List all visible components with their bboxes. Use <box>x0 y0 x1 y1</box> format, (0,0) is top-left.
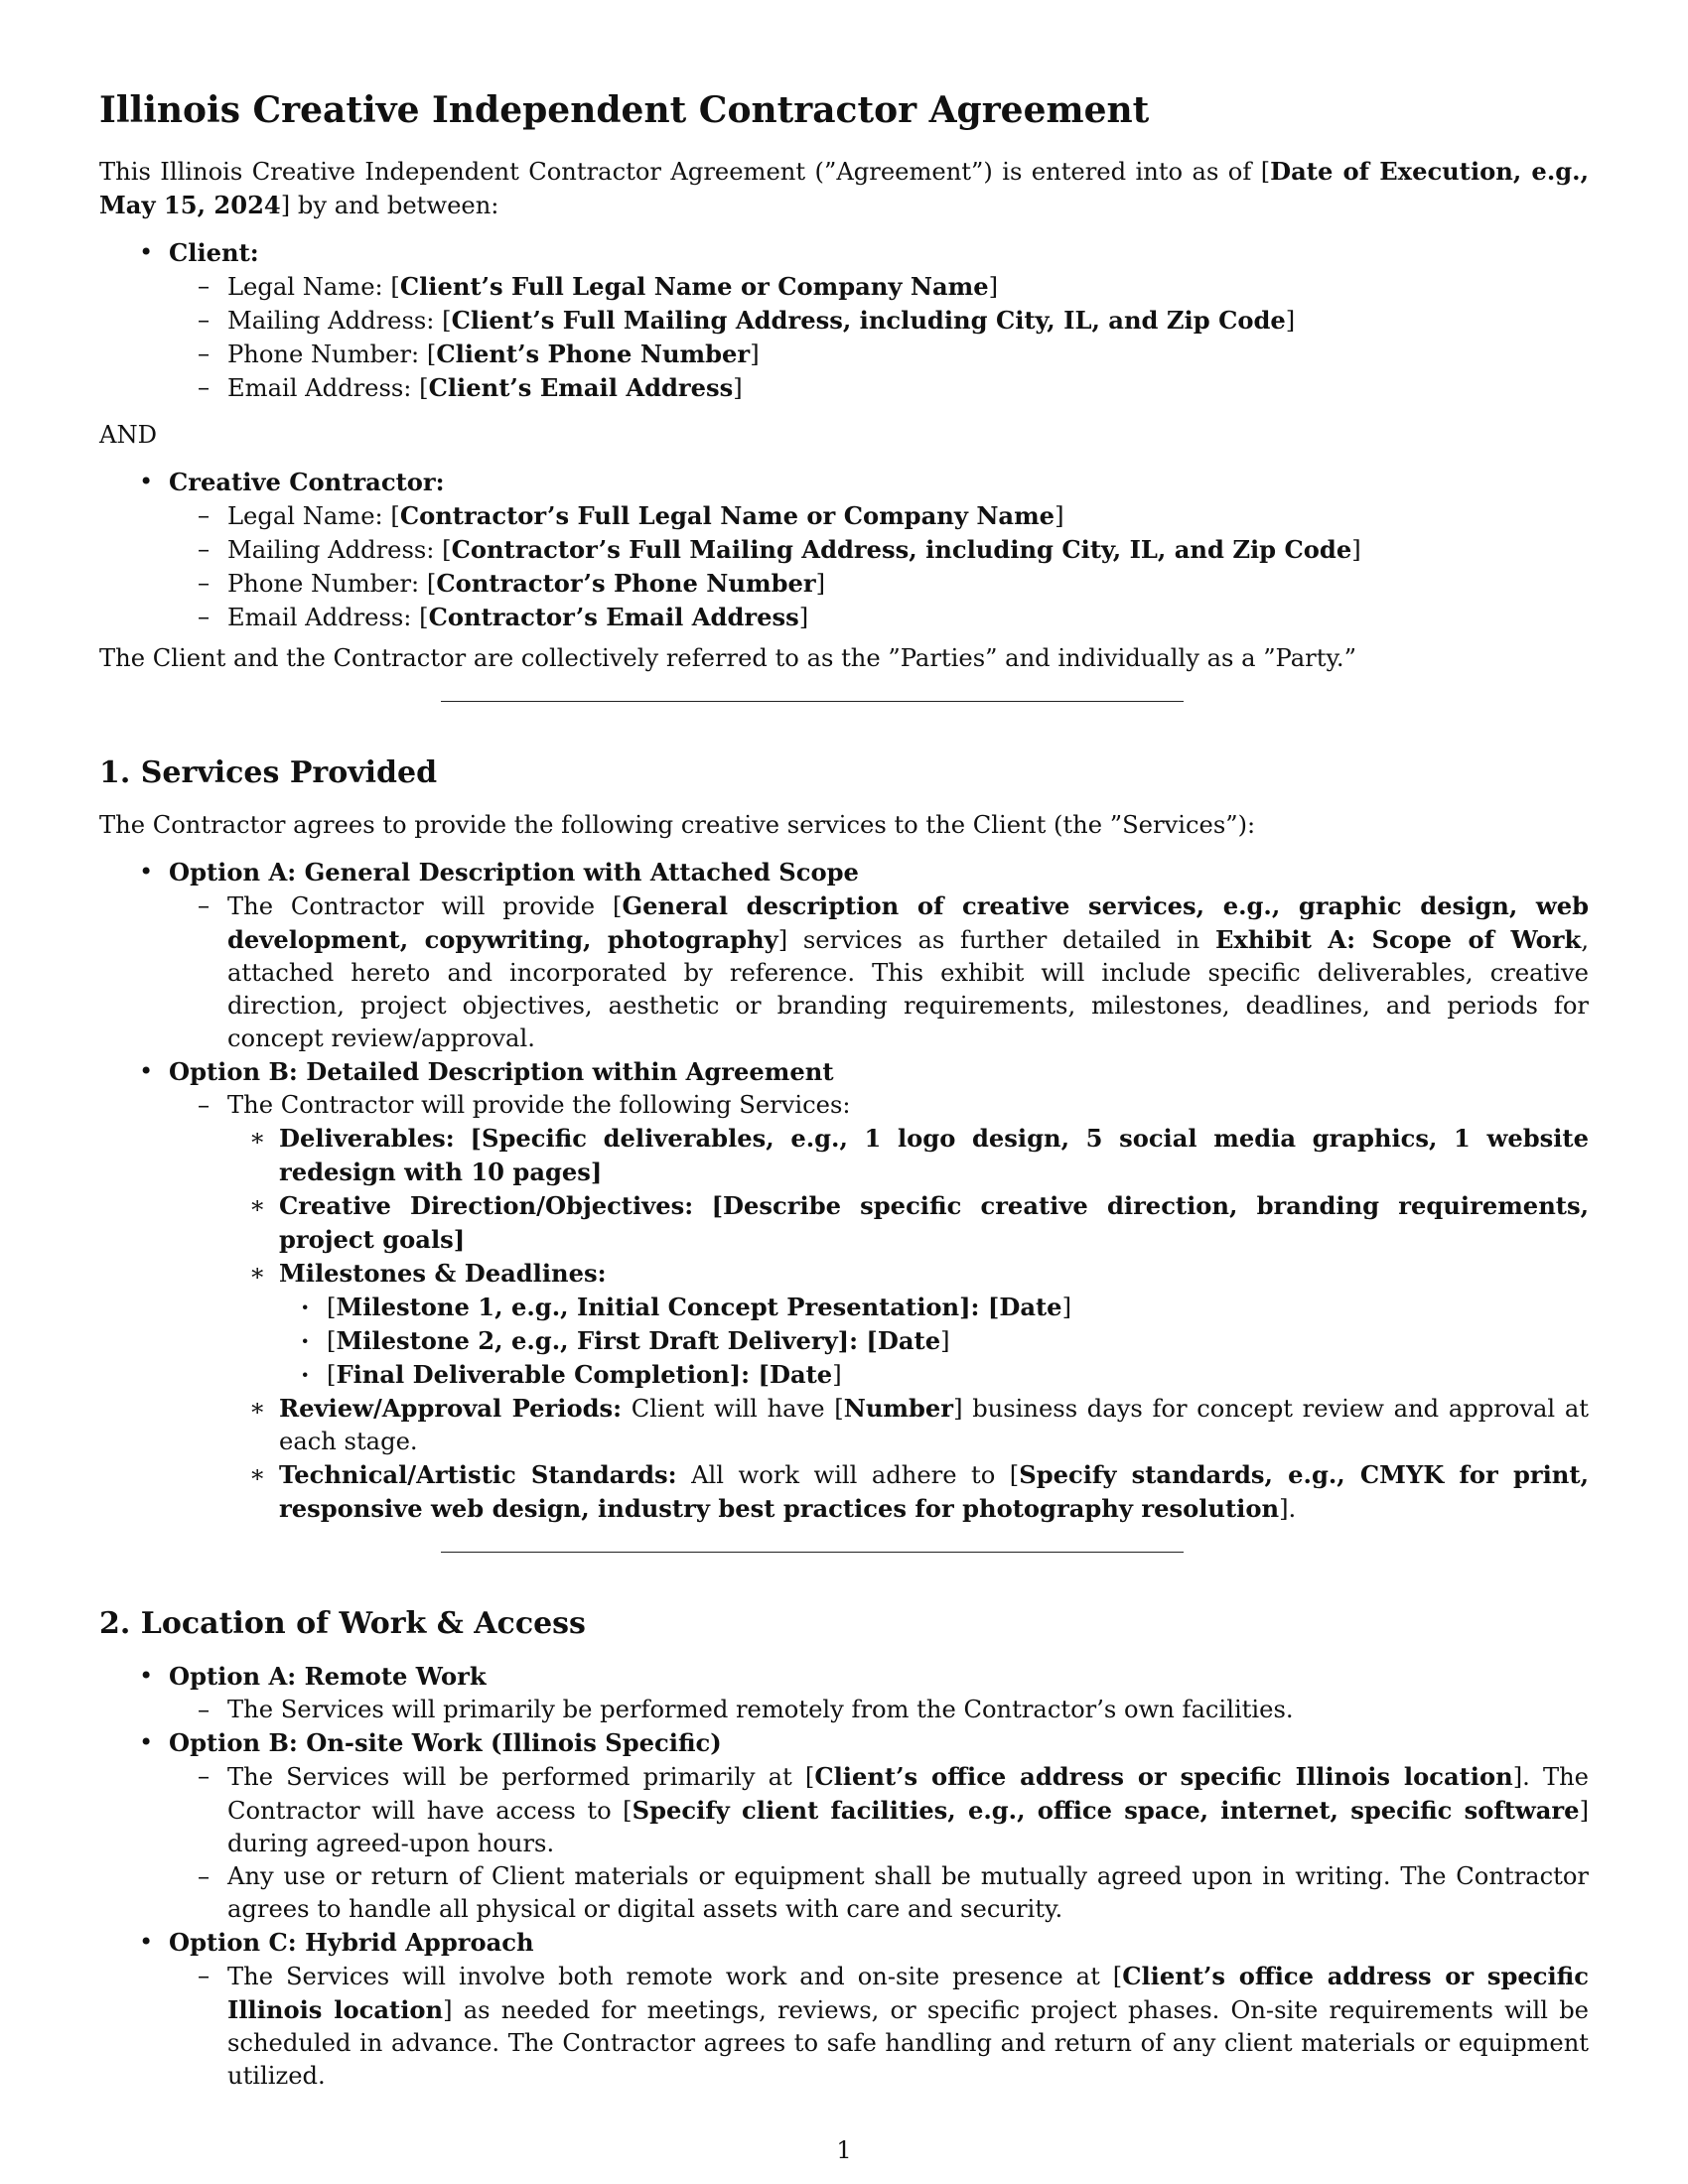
page-number: 1 <box>836 2136 852 2164</box>
client-email-address: – Email Address: [Client’s Email Address] <box>169 371 1589 405</box>
section-heading: 1. Services Provided <box>99 755 438 790</box>
client-mailing-address: – Mailing Address: [Client’s Full Mailing Address, including City, IL, and Zip Code] <box>169 304 1589 338</box>
location-option-b-materials: – Any use or return of Client materials or equipment shall be mutually agreed upon in writing. The Contractor agrees to handle all physical or digital assets with care and security. <box>169 1860 1589 1926</box>
client-block <box>99 236 1589 405</box>
contractor-mailing-address: – Mailing Address: [Contractor’s Full Mailing Address, including City, IL, and Zip Code] <box>169 533 1589 567</box>
milestone-final: · [Final Deliverable Completion]: [Date] <box>279 1358 1589 1392</box>
client-heading: Client: <box>169 238 259 267</box>
document-title: Illinois Creative Independent Contractor Agreement <box>99 89 1150 131</box>
execution-date-placeholder: Date of Execution, e.g., May 15, 2024 <box>99 157 1589 219</box>
contractor-legal-name: – Legal Name: [Contractor’s Full Legal Name or Company Name] <box>169 499 1589 533</box>
contractor-phone-number: – Phone Number: [Contractor’s Phone Number] <box>169 567 1589 601</box>
contractor-heading: Creative Contractor: <box>169 468 445 496</box>
horizontal-rule <box>441 1552 1184 1553</box>
parties-paragraph: The Client and the Contractor are collectively referred to as the ”Parties” and individually as a ”Party.” <box>99 644 1356 672</box>
section-location-of-work <box>99 1604 1589 2093</box>
section-intro: The Contractor agrees to provide the following creative services to the Client (the ”Services”): <box>99 811 1256 839</box>
location-options-list <box>99 1660 1589 2093</box>
services-option-a: • Option A: General Description with Attached Scope – The Contractor will provide [General description of creative services, e.g., graphic design, web development, copywriting, photography] services as further detailed in Exhibit A: Scope of Work, attached hereto and incorporated by reference. This exhibit will include specific deliverables, creative direction, project objectives, aesthetic or branding requirements, milestones, deadlines, and periods for concept review/approval. <box>99 856 1589 1055</box>
section-heading: 2. Location of Work & Access <box>99 1606 586 1641</box>
services-option-b-text: – The Contractor will provide the following Services: ∗ Deliverables: [Specific deliverables, e.g., 1 logo design, 5 social media graphics, 1 website redesign with 10 pages] ∗ Creative Direction/Objectives: [Describe specific creative direction, branding requirements, project goals] ∗ Milestones & Deadlines: · [Milestone 1, e.g., Initial Concept Presentation]: [Date] · [Milestone 2, e.g., First Draft Delivery]: [Date] · [Final Deliverable Completion]: [Date] ∗ Review/Approval Periods: Client will have [Number] business days for concept review and approval at each stage. ∗ Technical/Artistic Standards: All work will adhere to [Specify standards, e.g., CMYK for print, responsive web design, industry best practices for photography resolution]. <box>169 1089 1589 1526</box>
review-approval-item: ∗ Review/Approval Periods: Client will have [Number] business days for concept review and approval at each stage. <box>227 1392 1589 1458</box>
deliverables-item: ∗ Deliverables: [Specific deliverables, e.g., 1 logo design, 5 social media graphics, 1 website redesign with 10 pages] <box>227 1122 1589 1189</box>
milestone-2: · [Milestone 2, e.g., First Draft Delivery]: [Date] <box>279 1324 1589 1358</box>
contractor-list <box>99 466 1589 634</box>
client-phone-number: – Phone Number: [Client’s Phone Number] <box>169 338 1589 371</box>
location-option-b-text: – The Services will be performed primarily at [Client’s office address or specific Illinois location]. The Contractor will have access to [Specify client facilities, e.g., office space, internet, specific software] during agreed-upon hours. <box>169 1760 1589 1860</box>
client-legal-name: – Legal Name: [Client’s Full Legal Name or Company Name] <box>169 270 1589 304</box>
section-services-provided <box>99 753 1589 1526</box>
location-option-a: • Option A: Remote Work – The Services will primarily be performed remotely from the Contractor’s own facilities. <box>99 1660 1589 1726</box>
intro-paragraph: This Illinois Creative Independent Contractor Agreement (”Agreement”) is entered into as of [Date of Execution, e.g., May 15, 2024] by and between: <box>99 157 1589 219</box>
location-option-c-text: – The Services will involve both remote work and on-site presence at [Client’s office address or specific Illinois location] as needed for meetings, reviews, or specific project phases. On-site requirements will be scheduled in advance. The Contractor agrees to safe handling and return of any client materials or equipment utilized. <box>169 1960 1589 2093</box>
and-separator: AND <box>99 421 158 449</box>
services-option-a-text: – The Contractor will provide [General description of creative services, e.g., graphic design, web development, copywriting, photography] services as further detailed in Exhibit A: Scope of Work, attached hereto and incorporated by reference. This exhibit will include specific deliverables, creative direction, project objectives, aesthetic or branding requirements, milestones, deadlines, and periods for concept review/approval. <box>169 889 1589 1055</box>
contractor-block <box>99 466 1589 634</box>
location-option-c: • Option C: Hybrid Approach – The Services will involve both remote work and on-site presence at [Client’s office address or specific Illinois location] as needed for meetings, reviews, or specific project phases. On-site requirements will be scheduled in advance. The Contractor agrees to safe handling and return of any client materials or equipment utilized. <box>99 1926 1589 2093</box>
milestone-1: · [Milestone 1, e.g., Initial Concept Presentation]: [Date] <box>279 1291 1589 1324</box>
location-option-b: • Option B: On-site Work (Illinois Specific) – The Services will be performed primarily at [Client’s office address or specific Illinois location]. The Contractor will have access to [Specify client facilities, e.g., office space, internet, specific software] during agreed-upon hours. – Any use or return of Client materials or equipment shall be mutually agreed upon in writing. The Contractor agrees to handle all physical or digital assets with care and security. <box>99 1726 1589 1926</box>
location-option-a-text: – The Services will primarily be performed remotely from the Contractor’s own facilities. <box>169 1694 1589 1726</box>
services-option-b: • Option B: Detailed Description within Agreement – The Contractor will provide the following Services: ∗ Deliverables: [Specific deliverables, e.g., 1 logo design, 5 social media graphics, 1 website redesign with 10 pages] ∗ Creative Direction/Objectives: [Describe specific creative direction, branding requirements, project goals] ∗ Milestones & Deadlines: · [Milestone 1, e.g., Initial Concept Presentation]: [Date] · [Milestone 2, e.g., First Draft Delivery]: [Date] · [Final Deliverable Completion]: [Date] ∗ Review/Approval Periods: Client will have [Number] business days for concept review and approval at each stage. ∗ Technical/Artistic Standards: All work will adhere to [Specify standards, e.g., CMYK for print, responsive web design, industry best practices for photography resolution]. <box>99 1055 1589 1526</box>
contractor-email-address: – Email Address: [Contractor’s Email Address] <box>169 601 1589 634</box>
technical-standards-item: ∗ Technical/Artistic Standards: All work will adhere to [Specify standards, e.g., CMYK for print, responsive web design, industry best practices for photography resolution]. <box>227 1458 1589 1526</box>
client-list <box>99 236 1589 405</box>
horizontal-rule <box>441 701 1184 702</box>
milestones-item: ∗ Milestones & Deadlines: · [Milestone 1, e.g., Initial Concept Presentation]: [Date] · [Milestone 2, e.g., First Draft Delivery]: [Date] · [Final Deliverable Completion]: [Date] <box>227 1257 1589 1392</box>
document-body <box>99 87 1589 2101</box>
creative-direction-item: ∗ Creative Direction/Objectives: [Describe specific creative direction, branding requirements, project goals] <box>227 1189 1589 1257</box>
services-options-list <box>99 856 1589 1526</box>
